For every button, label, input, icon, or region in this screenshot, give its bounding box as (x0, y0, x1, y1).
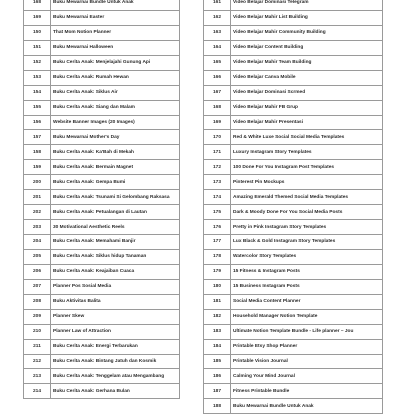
row-number: 203 (24, 220, 51, 235)
product-title: Buku Cerita Anak: Siang dan Malam (51, 100, 180, 115)
table-row (204, 339, 383, 354)
table-row (24, 70, 180, 85)
product-title: Video Belajar Canva Mobile (231, 70, 383, 85)
table-row (24, 309, 180, 324)
row-number: 169 (204, 115, 231, 130)
row-number: 177 (204, 235, 231, 250)
row-number: 150 (24, 25, 51, 40)
table-row (24, 205, 180, 220)
row-number: 163 (204, 25, 231, 40)
table-row (24, 369, 180, 384)
table-row (24, 279, 180, 294)
row-number: 174 (204, 190, 231, 205)
table-row (204, 220, 383, 235)
table-row (24, 25, 180, 40)
table-row (204, 235, 383, 250)
table-row (24, 324, 180, 339)
product-title: Buku Aktivitas Balita (51, 294, 180, 309)
row-number: 173 (204, 175, 231, 190)
row-number: 162 (204, 10, 231, 25)
product-title: Lux Black & Gold Instagram Story Templates (231, 235, 383, 250)
row-number: 172 (204, 160, 231, 175)
table-row (24, 220, 180, 235)
product-title: Buku Cerita Anak: Tenggelam atau Mengambang (51, 369, 180, 384)
table-row (204, 40, 383, 55)
table-row (204, 160, 383, 175)
product-title: Buku Cerita Anak: Tsunami Si Gelombang Raksasa (51, 190, 180, 205)
table-row (24, 294, 180, 309)
row-number: 164 (204, 40, 231, 55)
row-number: 185 (204, 354, 231, 369)
product-title: Video Belajar Content Building (231, 40, 383, 55)
row-number: 151 (24, 40, 51, 55)
product-title: Video Belajar Mahir Community Building (231, 25, 383, 40)
row-number: 166 (204, 70, 231, 85)
row-number: 186 (204, 369, 231, 384)
table-row (204, 130, 383, 145)
row-number: 208 (24, 294, 51, 309)
row-number: 168 (204, 100, 231, 115)
row-number: 171 (204, 145, 231, 160)
product-title: Watercolor Story Templates (231, 249, 383, 264)
row-number: 213 (24, 369, 51, 384)
product-title: Video Belajar Mahir Presentasi (231, 115, 383, 130)
table-row (24, 175, 180, 190)
table-row (24, 160, 180, 175)
product-title: Planner Pos Sosial Media (51, 279, 180, 294)
table-row (24, 100, 180, 115)
row-number: 187 (204, 384, 231, 399)
row-number: 184 (204, 339, 231, 354)
table-row (24, 249, 180, 264)
table-row (204, 55, 383, 70)
table-row (204, 369, 383, 384)
product-title: 30 Motivational Aesthetic Reels (51, 220, 180, 235)
table-row (24, 384, 180, 399)
table-row (24, 85, 180, 100)
row-number: 206 (24, 264, 51, 279)
row-number: 152 (24, 55, 51, 70)
row-number: 168 (24, 0, 51, 10)
row-number: 212 (24, 354, 51, 369)
product-title: 15 Business Instagram Posts (231, 279, 383, 294)
table-row (204, 294, 383, 309)
product-title: Dark & Moody Done For You Social Media Posts (231, 205, 383, 220)
row-number: 211 (24, 339, 51, 354)
row-number: 156 (24, 115, 51, 130)
row-number: 169 (24, 10, 51, 25)
product-title: Buku Cerita Anak: Gerhana Bulan (51, 384, 180, 399)
row-number: 207 (24, 279, 51, 294)
row-number: 214 (24, 384, 51, 399)
row-number: 188 (204, 399, 231, 414)
row-number: 154 (24, 85, 51, 100)
product-title: Buku Cerita Anak: Rumah Hewan (51, 70, 180, 85)
product-title: Buku Mewarnai Bundle Untuk Anak (231, 399, 383, 414)
product-title: Social Media Content Planner (231, 294, 383, 309)
product-title: Buku Cerita Anak: Energi Terbarukan (51, 339, 180, 354)
product-table-right (203, 0, 383, 414)
table-row (24, 145, 180, 160)
product-title: Buku Mewarnai Halloween (51, 40, 180, 55)
table-row (24, 130, 180, 145)
row-number: 200 (24, 175, 51, 190)
row-number: 181 (204, 294, 231, 309)
product-title: 15 Fitness & Instagram Posts (231, 264, 383, 279)
table-row (24, 0, 180, 10)
table-row (204, 0, 383, 10)
table-row (204, 399, 383, 414)
table-row (204, 145, 383, 160)
product-title: Video Belajar Mahir FB Grup (231, 100, 383, 115)
product-table-left (23, 0, 180, 399)
row-number: 209 (24, 309, 51, 324)
product-title: Buku Cerita Anak: Siklus Air (51, 85, 180, 100)
row-number: 201 (24, 190, 51, 205)
row-number: 157 (24, 130, 51, 145)
table-row (204, 175, 383, 190)
table-row (204, 279, 383, 294)
product-title: Planner Skew (51, 309, 180, 324)
product-title: Video Belajar Mahir List Building (231, 10, 383, 25)
product-title: Website Banner Images (20 Images) (51, 115, 180, 130)
table-row (204, 70, 383, 85)
row-number: 167 (204, 85, 231, 100)
row-number: 179 (204, 264, 231, 279)
row-number: 158 (24, 145, 51, 160)
table-row (204, 10, 383, 25)
product-title: Luxury Instagram Story Templates (231, 145, 383, 160)
document-page (15, 0, 386, 409)
product-title: Buku Cerita Anak: Ka'Bah di Mekah (51, 145, 180, 160)
product-title: Printable Vision Journal (231, 354, 383, 369)
table-row (204, 190, 383, 205)
table-row (204, 384, 383, 399)
row-number: 210 (24, 324, 51, 339)
product-title: Printable Etsy Shop Planner (231, 339, 383, 354)
table-row (204, 100, 383, 115)
product-title: Buku Mewarnai Easter (51, 10, 180, 25)
product-title: Household Manager Notion Template (231, 309, 383, 324)
row-number: 183 (204, 324, 231, 339)
table-row (24, 190, 180, 205)
table-row (24, 339, 180, 354)
product-title: That Mom Notion Planner (51, 25, 180, 40)
table-row (204, 115, 383, 130)
product-title: Buku Cerita Anak: Menjelajahi Gunung Api (51, 55, 180, 70)
product-title: Pretty in Pink Instagram Story Templates (231, 220, 383, 235)
product-title: 100 Done For You Instagram Post Templates (231, 160, 383, 175)
product-title: Video Belajar Dominasi Scrmed (231, 85, 383, 100)
product-title: Buku Cerita Anak: Bintang Jatuh dan Kosmik (51, 354, 180, 369)
row-number: 180 (204, 279, 231, 294)
table-row (204, 25, 383, 40)
product-title: Buku Mewarnai Mother's Day (51, 130, 180, 145)
table-row (24, 55, 180, 70)
product-title: Buku Cerita Anak: Memahami Banjir (51, 235, 180, 250)
row-number: 170 (204, 130, 231, 145)
product-title: Buku Mewarnai Bundle Untuk Anak (51, 0, 180, 10)
table-row (24, 354, 180, 369)
product-title: Ultimate Notion Template Bundle - Life planner – Jou (231, 324, 383, 339)
table-row (24, 264, 180, 279)
row-number: 178 (204, 249, 231, 264)
product-title: Amazing Emerald Themed Social Media Templates (231, 190, 383, 205)
product-title: Calming Your Mind Journal (231, 369, 383, 384)
table-row (204, 205, 383, 220)
product-title: Buku Cerita Anak: Bermain Magnet (51, 160, 180, 175)
row-number: 202 (24, 205, 51, 220)
row-number: 175 (204, 205, 231, 220)
product-title: Pinterest Pin Mockups (231, 175, 383, 190)
row-number: 205 (24, 249, 51, 264)
product-title: Video Belajar Mahir Team Building (231, 55, 383, 70)
table-row (24, 235, 180, 250)
product-title: Buku Cerita Anak: Petualangan di Lautan (51, 205, 180, 220)
table-row (204, 249, 383, 264)
table-row (204, 324, 383, 339)
table-row (24, 115, 180, 130)
table-row (204, 354, 383, 369)
row-number: 153 (24, 70, 51, 85)
product-title: Buku Cerita Anak: Keajaiban Cuaca (51, 264, 180, 279)
row-number: 159 (24, 160, 51, 175)
table-row (24, 40, 180, 55)
row-number: 176 (204, 220, 231, 235)
table-row (204, 264, 383, 279)
table-row (204, 309, 383, 324)
product-title: Red & White Luxe Social Social Media Templates (231, 130, 383, 145)
row-number: 155 (24, 100, 51, 115)
row-number: 182 (204, 309, 231, 324)
product-title: Planner Law of Attraction (51, 324, 180, 339)
table-row (204, 85, 383, 100)
product-title: Buku Cerita Anak: Siklus hidup Tanaman (51, 249, 180, 264)
product-title: Video Belajar Dominasi Telegram (231, 0, 383, 10)
row-number: 165 (204, 55, 231, 70)
row-number: 161 (204, 0, 231, 10)
product-title: Fitness Printable Bundle (231, 384, 383, 399)
table-row (24, 10, 180, 25)
product-title: Buku Cerita Anak: Gempa Bumi (51, 175, 180, 190)
row-number: 204 (24, 235, 51, 250)
